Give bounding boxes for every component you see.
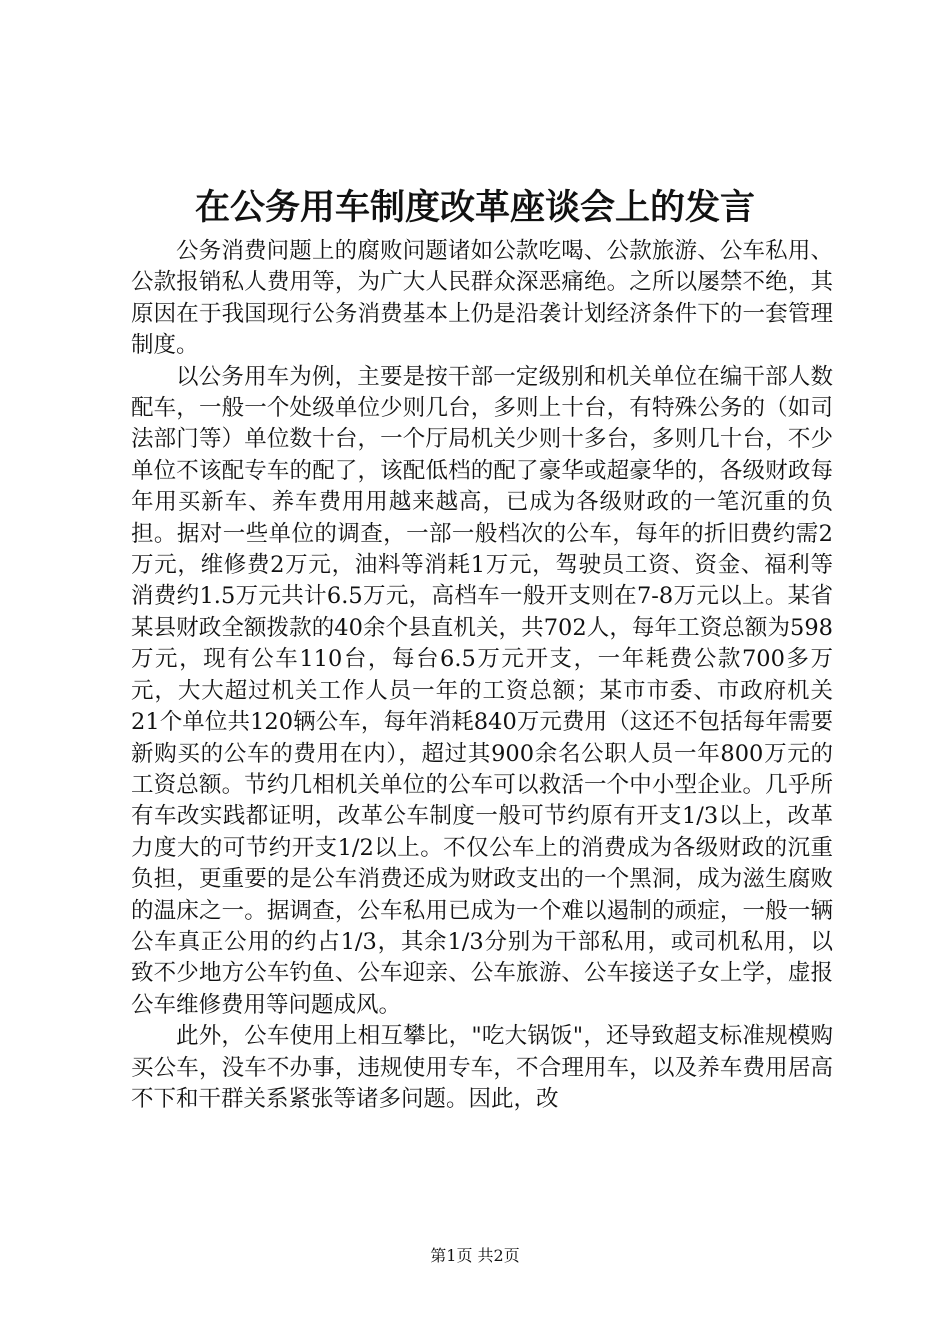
document-body	[131, 236, 833, 1115]
paragraph-1: 公务消费问题上的腐败问题诸如公款吃喝、公款旅游、公车私用、公款报销私人费用等，为广大人民群众深恶痛绝。之所以屡禁不绝，其原因在于我国现行公务消费基本上仍是沿袭计划经济条件下的一套管理制度。	[131, 238, 833, 359]
paragraph-2: 以公务用车为例，主要是按干部一定级别和机关单位在编干部人数配车，一般一个处级单位少则几台，多则上十台，有特殊公务的（如司法部门等）单位数十台，一个厅局机关少则十多台，多则几十台，不少单位不该配专车的配了，该配低档的配了豪华或超豪华的，各级财政每年用买新车、养车费用用越来越高，已成为各级财政的一笔沉重的负担。据对一些单位的调查，一部一般档次的公车，每年的折旧费约需2万元，维修费2万元，油料等消耗1万元，驾驶员工资、资金、福利等消费约1.5万元共计6.5万元，高档车一般开支则在7-8万元以上。某省某县财政全额拨款的40余个县直机关，共702人，每年工资总额为598万元，现有公车110台，每台6.5万元开支，一年耗费公款700多万元，大大超过机关工作人员一年的工资总额；某市市委、市政府机关21个单位共120辆公车，每年消耗840万元费用（这还不包括每年需要新购买的公车的费用在内），超过其900余名公职人员一年800万元的工资总额。节约几相机关单位的公车可以救活一个中小型企业。几乎所有车改实践都证明，改革公车制度一般可节约原有开支1/3以上，改革力度大的可节约开支1/2以上。不仅公车上的消费成为各级财政的沉重负担，更重要的是公车消费还成为财政支出的一个黑洞，成为滋生腐败的温床之一。据调查，公车私用已成为一个难以遏制的顽症，一般一辆公车真正公用的约占1/3，其余1/3分别为干部私用，或司机私用，以致不少地方公车钓鱼、公车迎亲、公车旅游、公车接送子女上学，虚报公车维修费用等问题成风。	[131, 363, 833, 1018]
document-title: 在公务用车制度改革座谈会上的发言	[194, 187, 755, 228]
paragraph-3: 此外，公车使用上相互攀比，"吃大锅饭"，还导致超支标准规模购买公车，没车不办事，违规使用专车，不合理用车，以及养车费用居高不下和干群关系紧张等诸多问题。因此，改	[131, 1023, 833, 1112]
page-number-footer: 第1页 共2页	[430, 1246, 520, 1265]
